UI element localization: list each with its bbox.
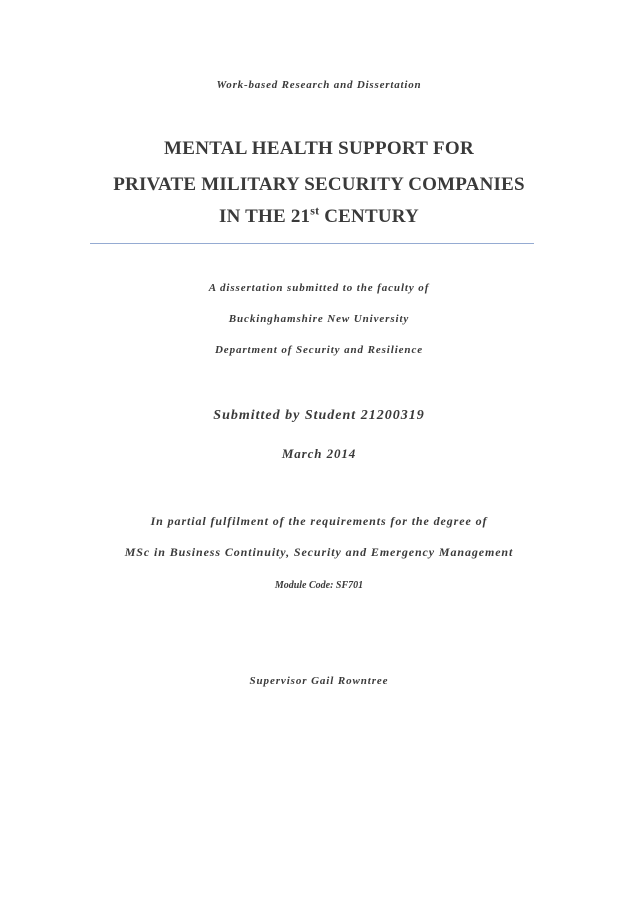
submission-statement: A dissertation submitted to the faculty of [208, 282, 430, 294]
title-line-3 [0, 203, 638, 228]
supervisor-name: Supervisor Gail Rowntree [249, 675, 389, 687]
university-name: Buckinghamshire New University [228, 313, 410, 325]
title-line-3-prefix: IN THE 21 [219, 206, 311, 227]
title-divider [90, 243, 534, 244]
module-code: Module Code: SF701 [274, 580, 364, 591]
degree-requirement: In partial fulfilment of the requirements for the degree of [150, 514, 488, 528]
title-line-3-suffix: CENTURY [319, 206, 419, 227]
title-superscript: st [310, 203, 320, 218]
title-line-2: PRIVATE MILITARY SECURITY COMPANIES [113, 174, 525, 195]
degree-name: MSc in Business Continuity, Security and Emergency Management [124, 545, 514, 559]
submission-date: March 2014 [281, 446, 357, 461]
course-name: Work-based Research and Dissertation [216, 79, 422, 91]
department-name: Department of Security and Resilience [214, 344, 424, 356]
submitted-by: Submitted by Student 21200319 [213, 408, 425, 423]
title-line-1: MENTAL HEALTH SUPPORT FOR [163, 138, 474, 159]
